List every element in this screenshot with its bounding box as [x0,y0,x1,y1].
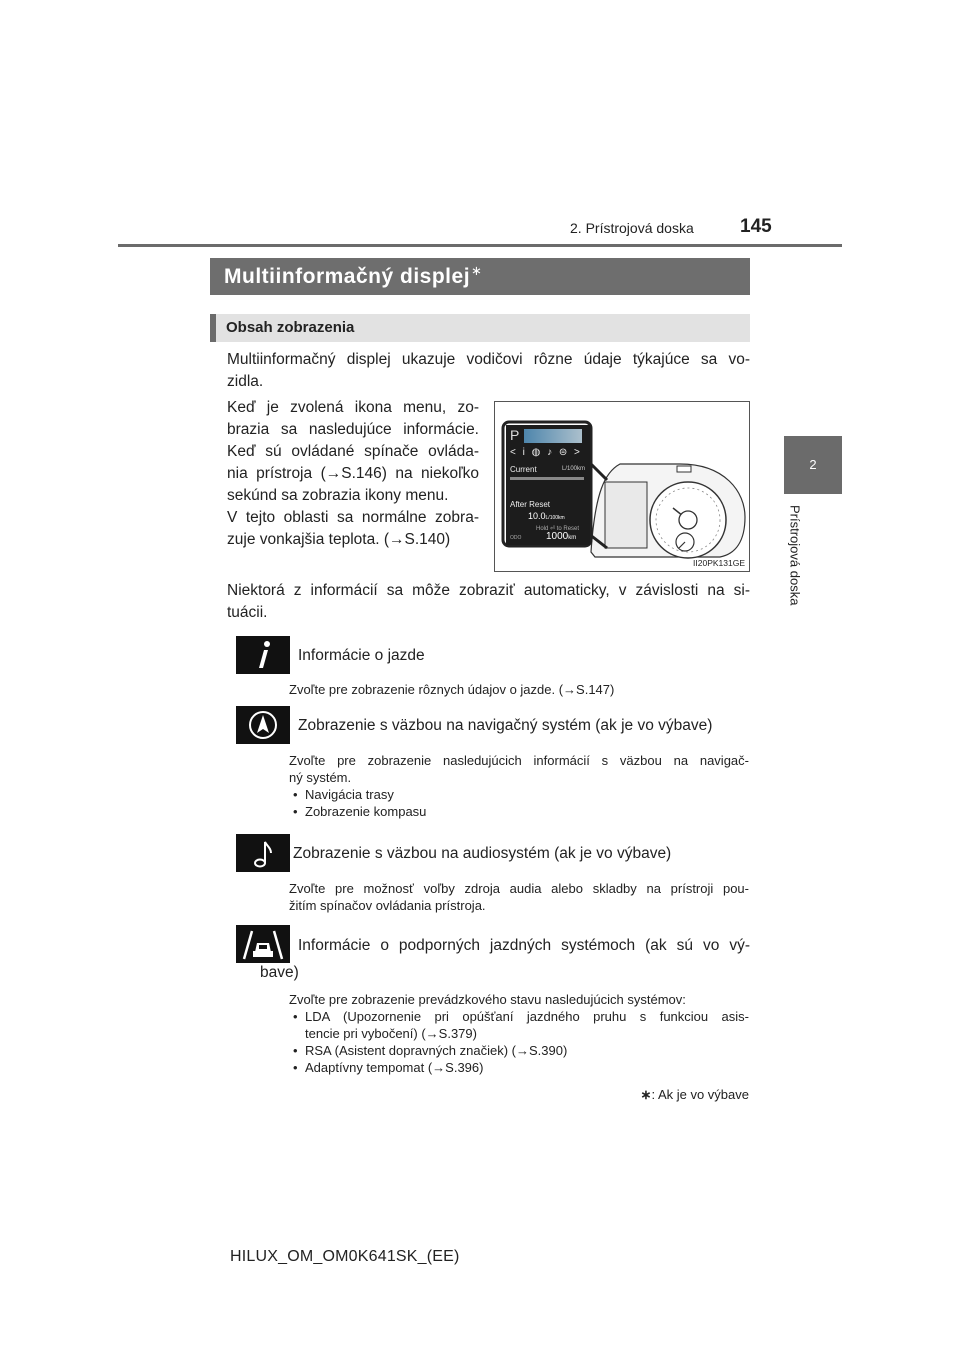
chapter-label [784,505,806,615]
item-info-title: Informácie o jazde [298,647,425,664]
info-i-icon [236,636,290,674]
footnote-text: : Ak je vo výbave [651,1087,749,1102]
running-header-section: 2. Prístrojová doska [570,220,694,236]
music-note-icon [236,834,290,872]
driving-assist-car-icon [236,925,290,963]
hold-to-reset-label: Hold ⏎ to Reset [536,526,580,532]
item-audio-title: Zobrazenie s väzbou na audiosystém (ak je vo výbave) [293,845,672,862]
section-title-bar [210,258,750,295]
list-item-continuation: tencie pri vybočení) (→S.379) [305,1026,477,1041]
menu-line-5: sekúnd sa zobrazia ikony menu. [227,487,449,504]
item-assist-desc-line-1: Zvoľte pre zobrazenie prevádzkového stavu nasledujúcich systémov: [289,992,686,1007]
item-audio-desc [289,880,749,914]
chapter-label-text: Prístrojová doska [787,505,803,606]
odo-label: ODO [510,535,522,541]
list-item: • Zobrazenie kompasu [289,803,749,820]
item-navigation-title: Zobrazenie s väzbou na navigačný systém (ak je vo výbave) [298,717,713,734]
current-bar [510,477,584,480]
subsection-title: Obsah zobrazenia [226,319,355,336]
intro-paragraph [227,349,750,393]
auto-info-paragraph [227,580,750,624]
section-title-text: Multiinformačný displej [224,265,471,288]
list-item: • LDA (Upozornenie pri opúšťaní jazdného pruhu s funkciou asis- [289,1008,749,1025]
optional-equipment-mark: ∗ [471,263,483,278]
section-title [224,265,482,289]
after-reset-label: After Reset [510,500,551,509]
list-item: • RSA (Asistent dopravných značiek) (→S.390) [289,1042,749,1059]
item-navigation-desc-line-2: ný systém. [289,770,352,785]
auto-line-2: tuácii. [227,604,268,621]
display-bar-graphic [524,429,582,443]
intro-line-2: zidla. [227,373,264,390]
item-info-desc: Zvoľte pre zobrazenie rôznych údajov o jazde. (→S.147) [289,682,615,697]
menu-line-7: zuje vonkajšia teplota. (→S.140) [227,531,451,548]
chapter-tab: 2 [784,436,842,494]
navigation-arrow-icon [236,706,290,744]
footnote-mark: ∗ [640,1087,652,1102]
after-reset-value: 10.0L/100km [528,511,565,521]
list-item: • Navigácia trasy [289,786,749,803]
document-id: HILUX_OM_OM0K641SK_(EE) [230,1248,460,1265]
odo-value: 1000km [546,531,577,542]
item-navigation-desc-line-1: Zvoľte pre zobrazenie nasledujúcich informácií s väzbou na navigač- [289,753,749,768]
menu-line-6: V tejto oblasti sa normálne zobra- [227,509,479,526]
auto-line-1: Niektorá z informácií sa môže zobraziť automaticky, v závislosti na si- [227,582,750,599]
menu-icons-row: < i ◍ ♪ ⊜ > [510,447,582,458]
header-rule [118,244,842,247]
item-audio-desc-line-1: Zvoľte pre možnosť voľby zdroja audia alebo skladby na prístroji pou- [289,881,749,896]
gear-indicator: P [510,427,520,443]
intro-line-1: Multiinformačný displej ukazuje vodičovi rôzne údaje týkajúce sa vo- [227,351,750,368]
menu-line-3: Keď sú ovládané spínače ovláda- [227,443,479,460]
item-navigation-desc [289,752,749,820]
instrument-cluster-illustration [494,401,750,572]
display-screen [506,425,590,545]
item-audio-desc-line-2: žitím spínačov ovládania prístroja. [289,898,486,913]
menu-line-4: nia prístroja (→S.146) na niekoľko [227,465,479,482]
current-unit: L/100km [562,466,586,472]
menu-line-2: brazia sa nasledujúce informácie. [227,421,479,438]
list-item: • Adaptívny tempomat (→S.396) [289,1059,749,1076]
menu-line-1: Keď je zvolená ikona menu, zo- [227,399,479,416]
menu-paragraph [227,397,479,551]
item-assist-title-line-2: bave) [260,964,299,981]
subsection-title-bar [210,314,750,342]
illustration-code: II20PK131GE [693,558,745,568]
item-assist-title-line-1: Informácie o podporných jazdných systémoch (ak sú vo vý- [298,937,750,954]
footnote [641,1086,749,1103]
item-assist-desc [289,991,749,1076]
page-number: 145 [740,216,772,237]
current-label: Current [510,465,537,474]
